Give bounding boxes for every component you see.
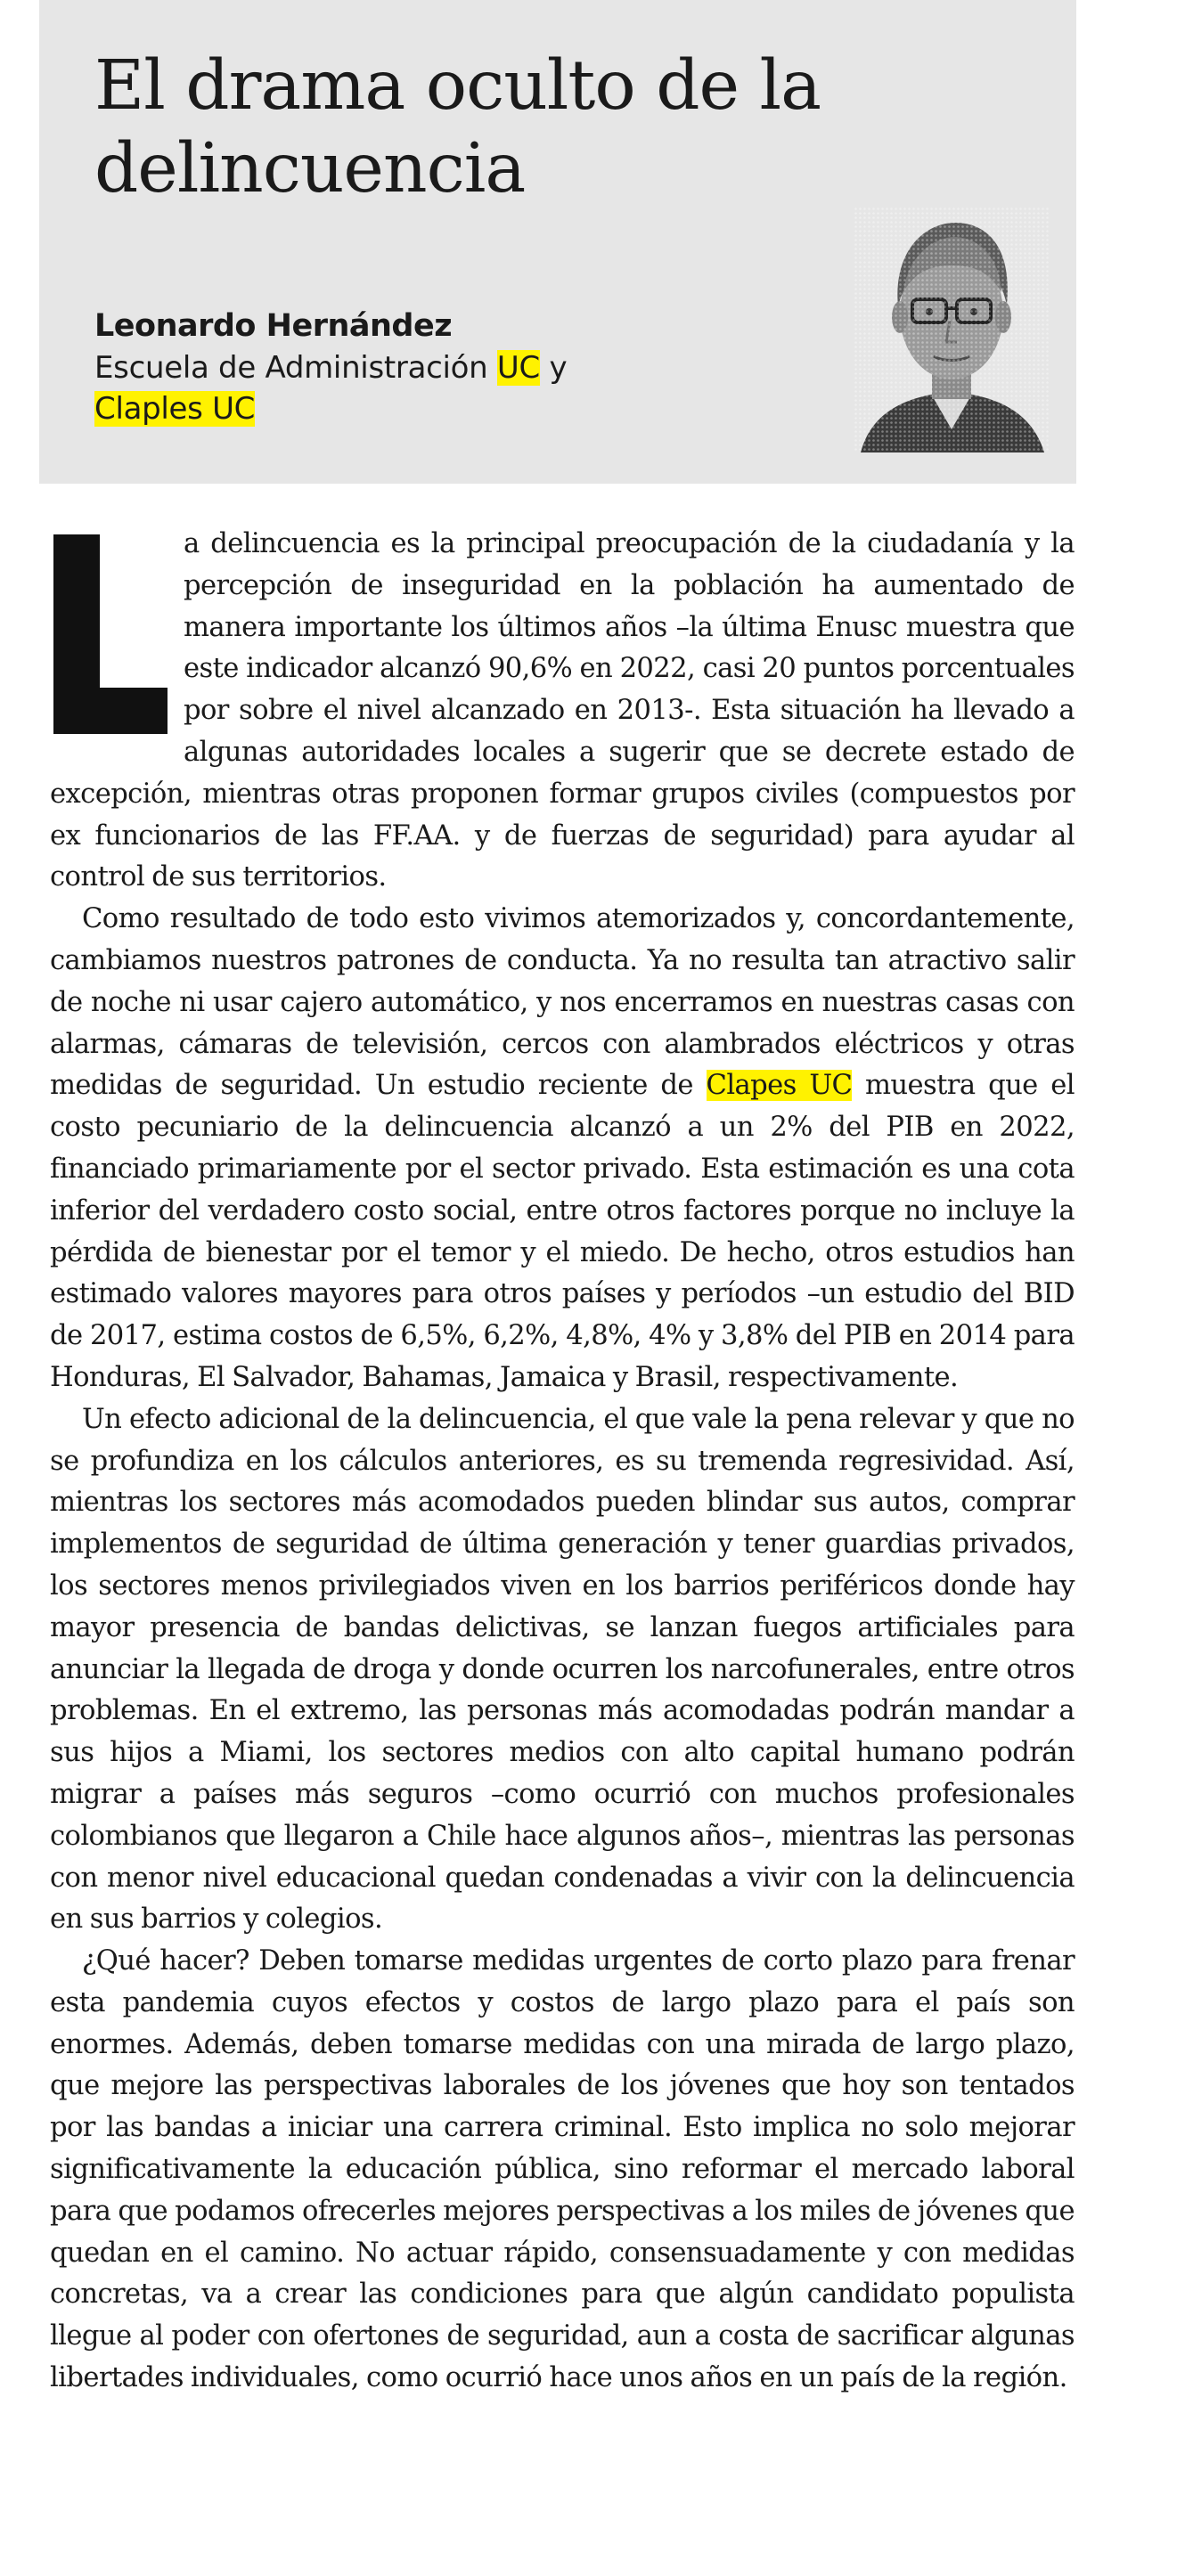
article-body	[50, 524, 1075, 2400]
paragraph-2-text-before: Como resultado de todo esto vivimos atemorizados y, concordantemente, cambiamos nuestros patrones de conducta. Ya no resulta tan atractivo salir de noche ni usar cajero automático, y nos encerramos en nuestras casas con alarmas, cámaras de televisión, cercos con alambrados eléctricos y otras medidas de seguridad. Un estudio reciente de	[50, 903, 1075, 1102]
author-affiliation	[94, 347, 665, 429]
author-portrait	[854, 207, 1050, 452]
title-line-1: El drama oculto de la	[94, 46, 821, 126]
affiliation-connector: y	[539, 350, 568, 386]
clapes-uc-highlight: Clapes UC	[706, 1070, 853, 1102]
affiliation-clapes-highlight: Claples UC	[94, 391, 256, 427]
affiliation-uc-highlight: UC	[496, 350, 540, 386]
article-paragraph-2	[50, 899, 1075, 1399]
article-paragraph-3: Un efecto adicional de la delincuencia, el que vale la pena relevar y que no se profundiza en los cálculos anteriores, es su tremenda regresividad. Así, mientras los sectores más acomodados pueden blindar sus autos, comprar implementos de seguridad de última generación y tener guardias privados, los sectores menos privilegiados viven en los barrios periféricos donde hay mayor presencia de bandas delictivas, se lanzan fuegos artificiales para anunciar la llegada de droga y donde ocurren los narcofunerales, entre otros problemas. En el extremo, las personas más acomodadas podrán mandar a sus hijos a Miami, los sectores medios con alto capital humano podrán migrar a países más seguros –como ocurrió con muchos profesionales colombianos que llegaron a Chile hace algunos años–, mientras las personas con menor nivel educacional quedan condenadas a vivir con la delincuencia en sus barrios y colegios.	[50, 1403, 1075, 1936]
drop-cap-l	[50, 534, 169, 734]
article-paragraph-1: a delincuencia es la principal preocupación de la ciudadanía y la percepción de inseguridad en la población ha aumentado de manera importante los últimos años –la última Enusc muestra que este indicador alcanzó 90,6% en 2022, casi 20 puntos porcentuales por sobre el nivel alcanzado en 2013-. Esta situación ha llevado a algunas autoridades locales a sugerir que se decrete estado de excepción, mientras otras proponen formar grupos civiles (compuestos por ex funcionarios de las FF.AA. y de fuerzas de seguridad) para ayudar al control de sus territorios.	[50, 528, 1075, 893]
paragraph-2-text-after: muestra que el costo pecuniario de la delincuencia alcanzó a un 2% del PIB en 2022, financiado primariamente por el sector privado. Esta estimación es una cota inferior del verdadero costo social, entre otros factores porque no incluye la pérdida de bienestar por el temor y el miedo. De hecho, otros estudios han estimado valores mayores para otros países y períodos –un estudio del BID de 2017, estima costos de 6,5%, 6,2%, 4,8%, 4% y 3,8% del PIB en 2014 para Honduras, El Salvador, Bahamas, Jamaica y Brasil, respectivamente.	[50, 1070, 1075, 1393]
author-name: Leonardo Hernández	[94, 308, 453, 344]
affiliation-school: Escuela de Administración	[94, 350, 497, 386]
article-title	[94, 45, 896, 210]
article-paragraph-4: ¿Qué hacer? Deben tomarse medidas urgentes de corto plazo para frenar esta pandemia cuyos efectos y costos de largo plazo para el país son enormes. Además, deben tomarse medidas con una mirada de largo plazo, que mejore las perspectivas laborales de los jóvenes que hoy son tentados por las bandas a iniciar una carrera criminal. Esto implica no solo mejorar significativamente la educación pública, sino reformar el mercado laboral para que podamos ofrecerles mejores perspectivas a los miles de jóvenes que quedan en el camino. No actuar rápido, consensuadamente y con medidas concretas, va a crear las condiciones para que algún candidato populista llegue al poder con ofertones de seguridad, aun a costa de sacrificar algunas libertades individuales, como ocurrió hace unos años en un país de la región.	[50, 1945, 1075, 2394]
title-line-2: delincuencia	[94, 129, 526, 208]
